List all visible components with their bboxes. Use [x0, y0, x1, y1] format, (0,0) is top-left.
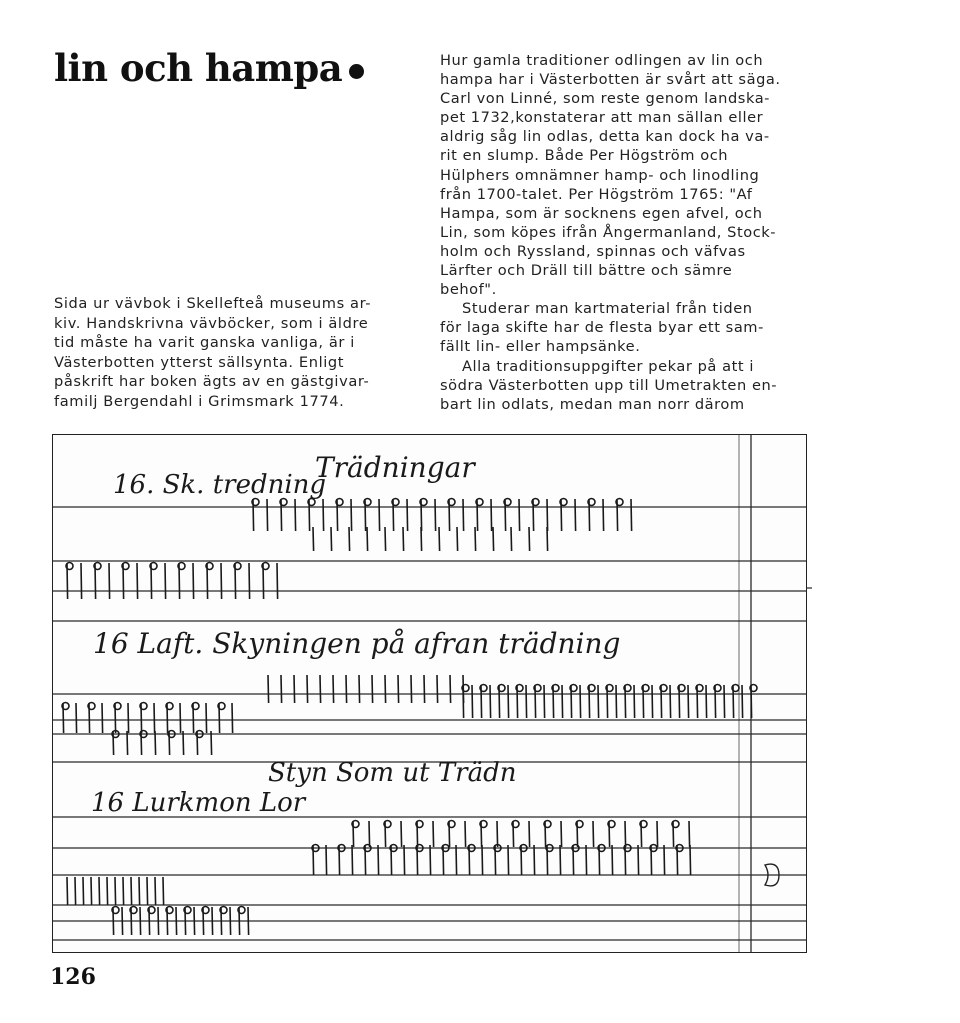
caption-line: familj Bergendahl i Grimsmark 1774. — [54, 392, 345, 410]
text-line: Carl von Linné, som reste genom landska- — [440, 90, 771, 108]
caption-line: påskrift har boken ägts av en gästgivar- — [54, 373, 370, 391]
text-line: Lin, som köpes ifrån Ångermanland, Stock- — [440, 223, 777, 241]
text-line: bart lin odlats, medan man norr därom — [440, 395, 745, 413]
thread-marks — [62, 499, 757, 936]
page-number: 126 — [50, 964, 96, 990]
handwriting-row1-right: Trädningar — [315, 451, 475, 484]
staff-lines — [53, 435, 807, 953]
text-line: Studerar man kartmaterial från tiden — [462, 300, 753, 318]
text-line: pet 1732,konstaterar att man sällan eller — [440, 109, 764, 127]
text-line: behof". — [440, 281, 497, 299]
manuscript-drawing — [53, 435, 807, 953]
caption-line: Sida ur vävbok i Skellefteå museums ar- — [54, 295, 372, 312]
text-line: aldrig såg lin odlas, detta kan dock ha va- — [440, 128, 770, 146]
text-line: från 1700-talet. Per Högström 1765: "Af — [440, 185, 753, 203]
text-line: södra Västerbotten upp till Umetrakten en- — [440, 376, 778, 394]
text-line: Lärfter och Dräll till bättre och sämre — [440, 262, 733, 280]
heading-text: lin och hampa — [54, 46, 343, 90]
handwriting-row2: 16 Laft. Skyningen på afran trädning — [93, 627, 621, 660]
text-line: Hülphers omnämner hamp- och linodling — [440, 166, 760, 184]
caption-line: Västerbotten ytterst sällsynta. Enligt — [54, 353, 345, 371]
text-line: fällt lin- eller hampsänke. — [440, 338, 641, 356]
weaving-book-page-image — [52, 434, 807, 953]
handwriting-row1-left: 16. Sk. tredning — [113, 470, 327, 500]
caption-line: tid måste ha varit ganska vanliga, är i — [54, 334, 355, 352]
text-line: Hampa, som är socknens egen afvel, och — [440, 204, 763, 222]
text-line: holm och Ryssland, spinnas och väfvas — [440, 242, 746, 260]
text-line: Alla traditionsuppgifter pekar på att i — [462, 357, 754, 375]
handwritten-labels — [91, 451, 620, 818]
handwriting-row3-left: 16 Lurkmon Lor — [91, 788, 306, 818]
text-line: Hur gamla traditioner odlingen av lin och — [440, 52, 764, 69]
text-line: rit en slump. Både Per Högström och — [440, 147, 729, 165]
text-line: för laga skifte har de flesta byar ett sam- — [440, 319, 764, 337]
handwriting-row3-top: Styn Som ut Trädn — [268, 758, 517, 788]
caption-line: kiv. Handskrivna vävböcker, som i äldre — [54, 314, 369, 332]
text-line: hampa har i Västerbotten är svårt att säga. — [440, 71, 781, 89]
